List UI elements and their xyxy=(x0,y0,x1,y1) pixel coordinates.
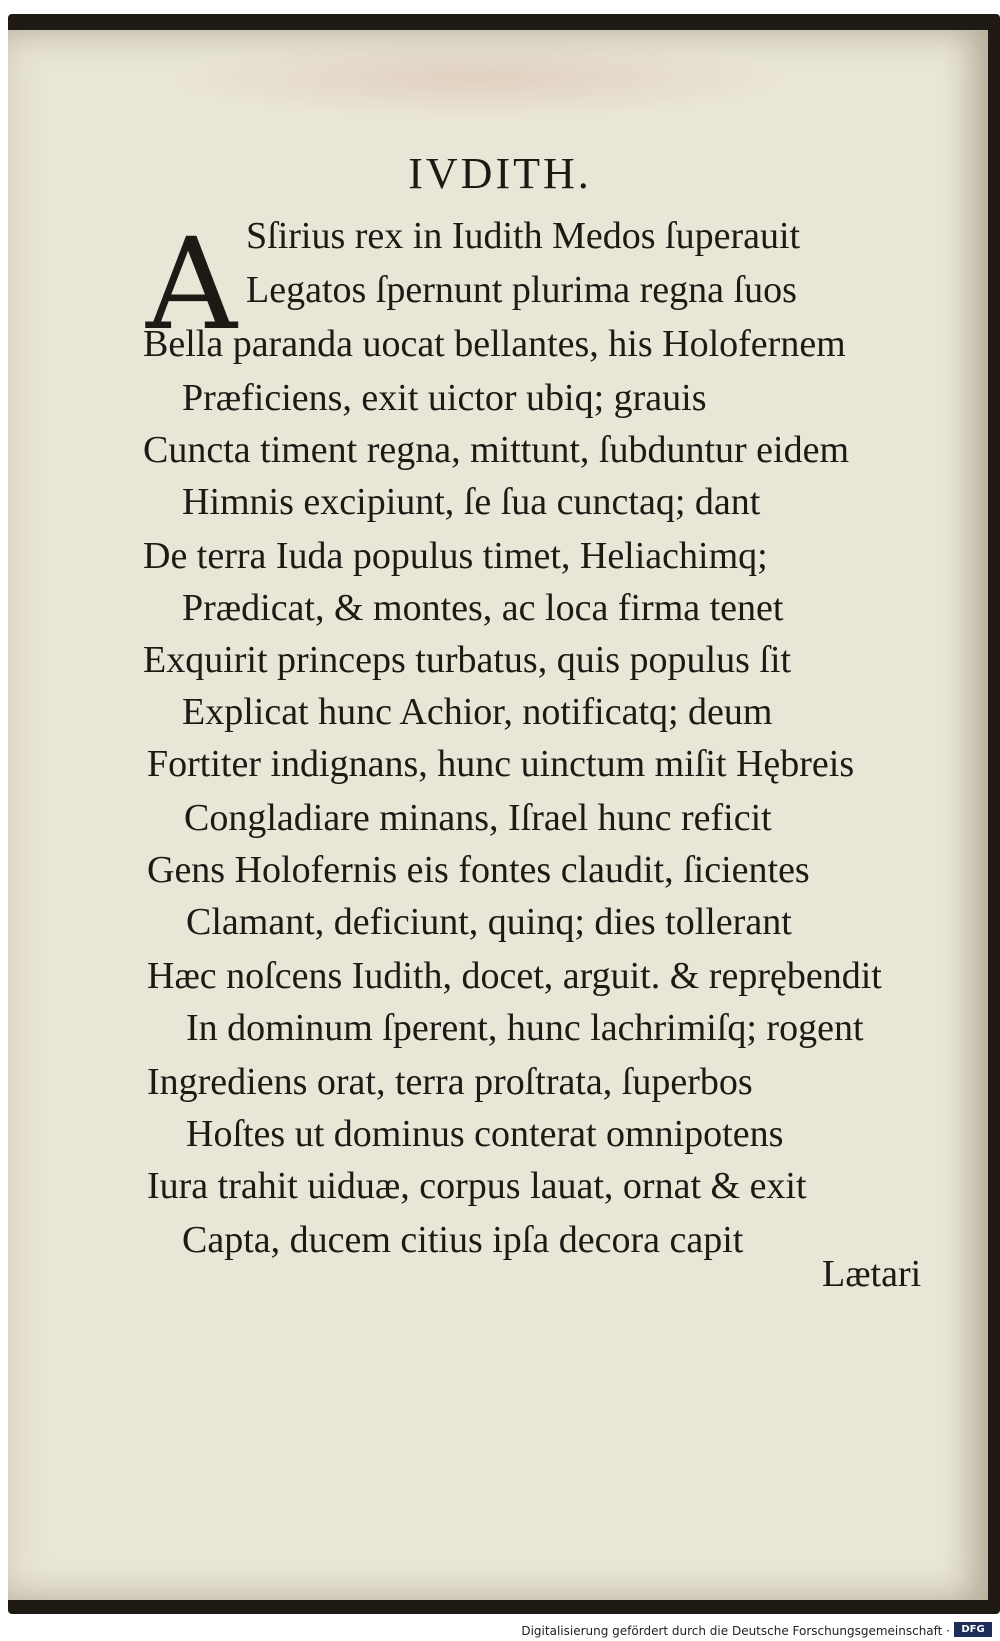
verse-line-20: Capta, ducem citius ipſa decora capit xyxy=(182,1219,744,1261)
verse-line-12: Congladiare minans, Iſrael hunc reficit xyxy=(184,797,772,839)
page-stain xyxy=(168,38,788,118)
verse-line-11: Fortiter indignans, hunc uinctum miſit Hębreis xyxy=(147,743,855,785)
verse-line-3: Bella paranda uocat bellantes, his Holofernem xyxy=(143,323,846,365)
verse-line-9: Exquirit princeps turbatus, quis populus ſit xyxy=(143,639,792,681)
verse-line-18: Hoſtes ut dominus conterat omnipotens xyxy=(186,1113,784,1155)
verse-line-13: Gens Holofernis eis fontes claudit, ſicientes xyxy=(147,849,810,891)
verse-line-8: Prædicat, & montes, ac loca firma tenet xyxy=(182,587,784,629)
verse-line-19: Iura trahit uiduæ, corpus lauat, ornat & exit xyxy=(147,1165,807,1207)
verse-line-7: De terra Iuda populus timet, Heliachimq; xyxy=(143,535,768,577)
verse-line-16: In dominum ſperent, hunc lachrimiſq; rogent xyxy=(186,1007,864,1049)
verse-line-2: Legatos ſpernunt plurima regna ſuos xyxy=(246,269,797,311)
decorated-initial: A xyxy=(146,211,237,358)
page-heading: IVDITH. xyxy=(408,149,592,198)
verse-line-17: Ingrediens orat, terra proſtrata, ſuperbos xyxy=(147,1061,753,1103)
verse-line-14: Clamant, deficiunt, quinq; dies tollerant xyxy=(186,901,792,943)
dfg-logo: DFG xyxy=(954,1622,992,1637)
verse-line-6: Himnis excipiunt, ſe ſua cunctaq; dant xyxy=(182,481,761,523)
verse-line-5: Cuncta timent regna, mittunt, ſubduntur eidem xyxy=(143,429,850,471)
verse-line-1: Sſirius rex in Iudith Medos ſuperauit xyxy=(246,215,801,257)
footer-credit: Digitalisierung gefördert durch die Deutsche Forschungsgemeinschaft · xyxy=(521,1624,950,1638)
catchword: Lætari xyxy=(822,1253,922,1295)
verse-line-4: Præficiens, exit uictor ubiq; grauis xyxy=(182,377,707,419)
verse-line-10: Explicat hunc Achior, notificatq; deum xyxy=(182,691,773,733)
verse-line-15: Hæc noſcens Iudith, docet, arguit. & reprębendit xyxy=(147,955,882,997)
